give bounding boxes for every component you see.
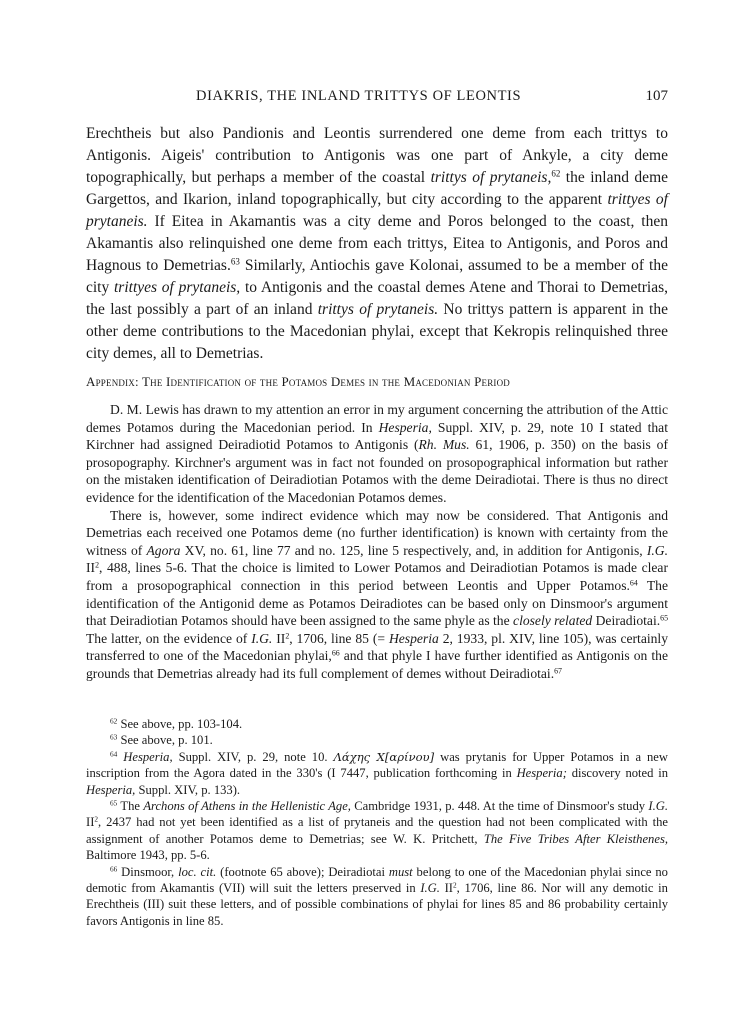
text-run: Suppl. XIV, p. 133).	[135, 782, 241, 797]
page-number: 107	[645, 88, 668, 104]
text-run: Suppl. XIV, p. 29, note 10.	[172, 749, 334, 764]
text-run: D. M. Lewis has drawn to my attention an error in my argument concerning the attribution of the Attic demes Potamos during the Macedonian period. In	[86, 402, 668, 435]
footnote	[86, 798, 668, 864]
footnote	[86, 716, 668, 732]
note-ref: 66	[331, 648, 340, 658]
italic-text: Hesperia,	[123, 749, 173, 764]
text-run: 2, 1933, pl. XIV, line 105), was certainly transferred to one of the Macedonian phylai,	[86, 630, 669, 664]
text-run: , 488, lines 5-6. That the choice is limited to Lower Potamos and Deiradiotian Potamos is made clear from a prosopographical connection in this period between Leontis and Upper Potamos.	[86, 560, 668, 593]
text-run: to Antigonis and the coastal demes Atene and Thorai to Demetrias, the last possibly a part of an inland	[86, 279, 668, 318]
text-run: Cambridge 1931, p. 448. At the time of Dinsmoor's study	[350, 799, 649, 814]
appendix-body	[86, 401, 668, 683]
italic-text: I.G.	[251, 630, 273, 646]
footnotes	[86, 716, 668, 929]
note-ref: 63	[110, 733, 118, 743]
note-ref: 66	[110, 864, 118, 874]
greek-text: Λάχης Χ[αρίνου]	[333, 749, 435, 764]
text-run: II	[86, 815, 95, 830]
text-run: Erechtheis but also Pandionis and Leontis surrendered one deme from each trittys to Antigonis. Aigeis' contribution to Antigonis was one part of Ankyle, a city deme topographically, but perhaps a member of the coastal	[86, 125, 668, 186]
note-ref: 2	[94, 815, 99, 825]
footnote	[86, 732, 668, 748]
text-run: See above, pp. 103-104.	[117, 717, 243, 731]
italic-text: trittyes of prytaneis,	[114, 279, 241, 296]
italic-text: The Five Tribes After Kleisthenes,	[483, 831, 668, 846]
text-run: the inland deme Gargettos, and Ikarion, inland topographically, but city according to the apparent	[86, 169, 669, 208]
note-ref: 62	[551, 168, 561, 179]
text-run: belong to one of the Macedonian phylai since no demotic from Akamantis (VII) will suit the letters preserved in	[86, 864, 668, 896]
running-title: DIAKRIS, THE INLAND TRITTYS OF LEONTIS	[196, 88, 522, 104]
italic-text: Hesperia,	[86, 782, 136, 797]
note-ref: 2	[285, 631, 290, 640]
note-ref: 64	[629, 578, 638, 588]
text-run: II	[272, 630, 286, 646]
text-run: Similarly, Antiochis gave Kolonai, assumed to be a member of the city	[86, 257, 668, 296]
text-run: was prytanis for Upper Potamos in a new inscription from the Agora dated in the 330's (I 7447, publication forthcoming in	[86, 749, 668, 781]
italic-text: trittys of prytaneis,	[430, 169, 552, 186]
appendix-paragraph	[86, 401, 668, 507]
text-run: Deiradiotai.	[592, 613, 661, 629]
text-run: Baltimore 1943, pp. 5-6.	[86, 848, 210, 863]
text-run: XV, no. 61, line 77 and no. 125, line 5 respectively, and, in addition for Antigonis,	[180, 542, 647, 558]
text-run: If Eitea in Akamantis was a city deme and Poros belonged to the coast, then Akamantis also relinquished one deme from each trittys, Eitea to Antigonis, and Poros and Hagnous to Demetrias.	[86, 213, 668, 274]
italic-text: I.G.	[646, 542, 668, 558]
body-text	[86, 123, 668, 365]
text-run: Dinsmoor,	[117, 864, 179, 879]
text-run: II	[439, 881, 453, 896]
note-ref: 65	[110, 798, 118, 808]
note-ref: 63	[230, 256, 240, 267]
text-run: No trittys pattern is apparent in the other deme contributions to the Macedonian phylai, except that Kekropis relinquished three city demes, all to Demetrias.	[86, 301, 668, 362]
intro-paragraph	[86, 123, 668, 365]
italic-text: Rh. Mus.	[418, 437, 470, 453]
italic-text: Archons of Athens in the Hellenistic Age,	[143, 799, 351, 814]
note-ref: 2	[453, 880, 457, 890]
italic-text: Hesperia	[388, 630, 439, 646]
italic-text: Hesperia;	[516, 766, 567, 781]
text-run: (footnote 65 above); Deiradiotai	[216, 864, 389, 879]
text-run: See above, p. 101.	[117, 733, 213, 748]
text-run: The identification of the Antigonid deme as Potamos Deiradiotes can be based only on Dinsmoor's argument that Deiradiotian Potamos should have been assigned to the same phyle as the	[86, 577, 668, 629]
note-ref: 67	[554, 666, 562, 676]
text-run: and that phyle I have further identified as Antigonis on the grounds that Demetrias already had its full complement of demes without Deiradiotai.	[86, 648, 669, 681]
italic-text: loc. cit.	[178, 864, 217, 879]
italic-text: I.G.	[648, 799, 668, 814]
text-run: , 1706, line 86. Nor will any demotic in Erechtheis (III) suit these letters, and of possible combinations of phylai for lines 85 and 86 probability certainly favors Antigonis in line 85.	[86, 881, 668, 928]
text-run: discovery noted in	[566, 766, 669, 781]
appendix-paragraph	[86, 507, 668, 683]
text-run: II	[86, 560, 96, 576]
running-head	[0, 88, 748, 110]
text-run: 61, 1906, p. 350) on the basis of prosopography. Kirchner's argument was in fact not founded on prosopographical information but rather on the mistaken identification of Deiradiotian Potamos with the deme Deiradiotai. There is thus no direct evidence for the identification of the Macedonian Potamos demes.	[86, 437, 668, 505]
appendix-heading: Appendix: The Identification of the Potamos Demes in the Macedonian Period	[86, 374, 511, 389]
text-run: There is, however, some indirect evidence which may now be considered. That Antigonis and Demetrias each received one Potamos deme (no further identification) is known with certainty from the witness of	[86, 507, 668, 558]
note-ref: 65	[660, 613, 669, 623]
note-ref: 64	[110, 749, 118, 759]
italic-text: Agora	[146, 542, 181, 558]
italic-text: trittys of prytaneis.	[317, 301, 439, 318]
text-run: The	[117, 799, 144, 814]
text-run: Suppl. XIV, p. 29, note 10 I stated that Kirchner had assigned Deiradiotid Potamos to Antigonis (	[86, 419, 668, 453]
italic-text: must	[388, 864, 413, 879]
footnote	[86, 864, 668, 930]
italic-text: Hesperia,	[378, 419, 432, 435]
italic-text: trittyes of prytaneis.	[86, 191, 668, 230]
footnote	[86, 749, 668, 798]
text-run: , 1706, line 85 (=	[289, 630, 389, 646]
text-run: , 2437 had not yet been identified as a list of prytaneis and the question had not been complicated with the assignment of another Potamos deme to Demetrias; see W. K. Pritchett,	[86, 815, 668, 846]
italic-text: I.G.	[420, 881, 440, 896]
note-ref: 62	[110, 716, 118, 726]
text-run: The latter, on the evidence of	[86, 630, 252, 646]
italic-text: closely related	[513, 613, 593, 629]
note-ref: 2	[95, 560, 99, 570]
